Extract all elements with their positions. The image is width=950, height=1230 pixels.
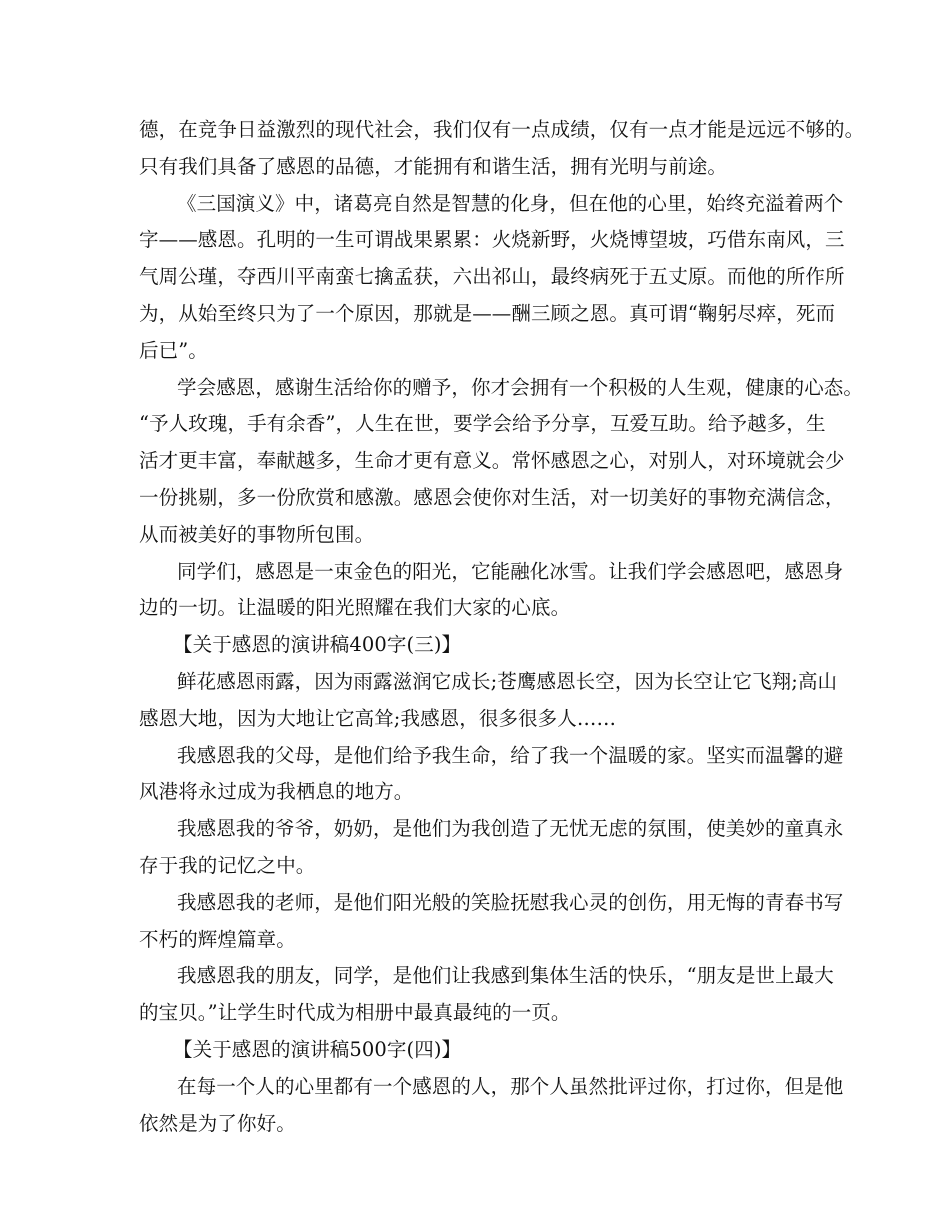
text-line: 存于我的记忆之中。 [139, 853, 316, 877]
text-line: 气周公瑾，夺西川平南蛮七擒孟获，六出祁山，最终病死于五丈原。而他的所作所 [139, 265, 845, 289]
text-line: 后已”。 [139, 338, 208, 362]
paragraph-start-line: 我感恩我的老师，是他们阳光般的笑脸抚慰我心灵的创伤，用无悔的青春书写 [177, 890, 844, 914]
text-line: 活才更丰富，奉献越多，生命才更有意义。常怀感恩之心，对别人，对环境就会少 [139, 449, 845, 473]
text-line: 不朽的辉煌篇章。 [139, 927, 296, 951]
paragraph-start-line: 同学们，感恩是一束金色的阳光，它能融化冰雪。让我们学会感恩吧，感恩身 [177, 559, 844, 583]
paragraph-start-line: 学会感恩，感谢生活给你的赠予，你才会拥有一个积极的人生观，健康的心态。 [177, 375, 864, 399]
text-line: 风港将永过成为我栖息的地方。 [139, 780, 414, 804]
document-body [139, 112, 865, 1142]
text-line: 一份挑剔，多一份欣赏和感激。感恩会使你对生活，对一切美好的事物充满信念， [139, 485, 845, 509]
text-line: 边的一切。让温暖的阳光照耀在我们大家的心底。 [139, 596, 571, 620]
paragraph-start-line: 《三国演义》中，诸葛亮自然是智慧的化身，但在他的心里，始终充溢着两个 [177, 191, 844, 215]
text-line: 字——感恩。孔明的一生可谓战果累累：火烧新野，火烧博望坡，巧借东南风，三 [139, 228, 845, 252]
paragraph-start-line: 我感恩我的爷爷，奶奶，是他们为我创造了无忧无虑的氛围，使美妙的童真永 [177, 817, 844, 841]
section-heading: 【关于感恩的演讲稿400字(三)】 [173, 633, 462, 657]
text-line: 为，从始至终只为了一个原因，那就是——酬三顾之恩。真可谓“鞠躬尽瘁，死而 [139, 301, 836, 325]
paragraph-start-line: 我感恩我的父母，是他们给予我生命，给了我一个温暖的家。坚实而温馨的避 [177, 743, 844, 767]
text-line: 依然是为了你好。 [139, 1111, 296, 1135]
text-line: 从而被美好的事物所包围。 [139, 522, 375, 546]
text-line: 只有我们具备了感恩的品德，才能拥有和谐生活，拥有光明与前途。 [139, 154, 728, 178]
text-line: 感恩大地，因为大地让它高耸;我感恩，很多很多人…… [139, 706, 617, 730]
text-line: 的宝贝。”让学生时代成为相册中最真最纯的一页。 [139, 1001, 571, 1025]
text-line: “予人玫瑰，手有余香”，人生在世，要学会给予分享，互爱互助。给予越多，生 [139, 412, 826, 436]
paragraph-start-line: 在每一个人的心里都有一个感恩的人，那个人虽然批评过你，打过你，但是他 [177, 1074, 844, 1098]
paragraph-start-line: 鲜花感恩雨露，因为雨露滋润它成长;苍鹰感恩长空，因为长空让它飞翔;高山 [177, 669, 838, 693]
section-heading: 【关于感恩的演讲稿500字(四)】 [173, 1037, 462, 1061]
paragraph-start-line: 我感恩我的朋友，同学，是他们让我感到集体生活的快乐，“朋友是世上最大 [177, 964, 834, 988]
text-line: 德，在竞争日益激烈的现代社会，我们仅有一点成绩，仅有一点才能是远远不够的。 [139, 118, 865, 141]
